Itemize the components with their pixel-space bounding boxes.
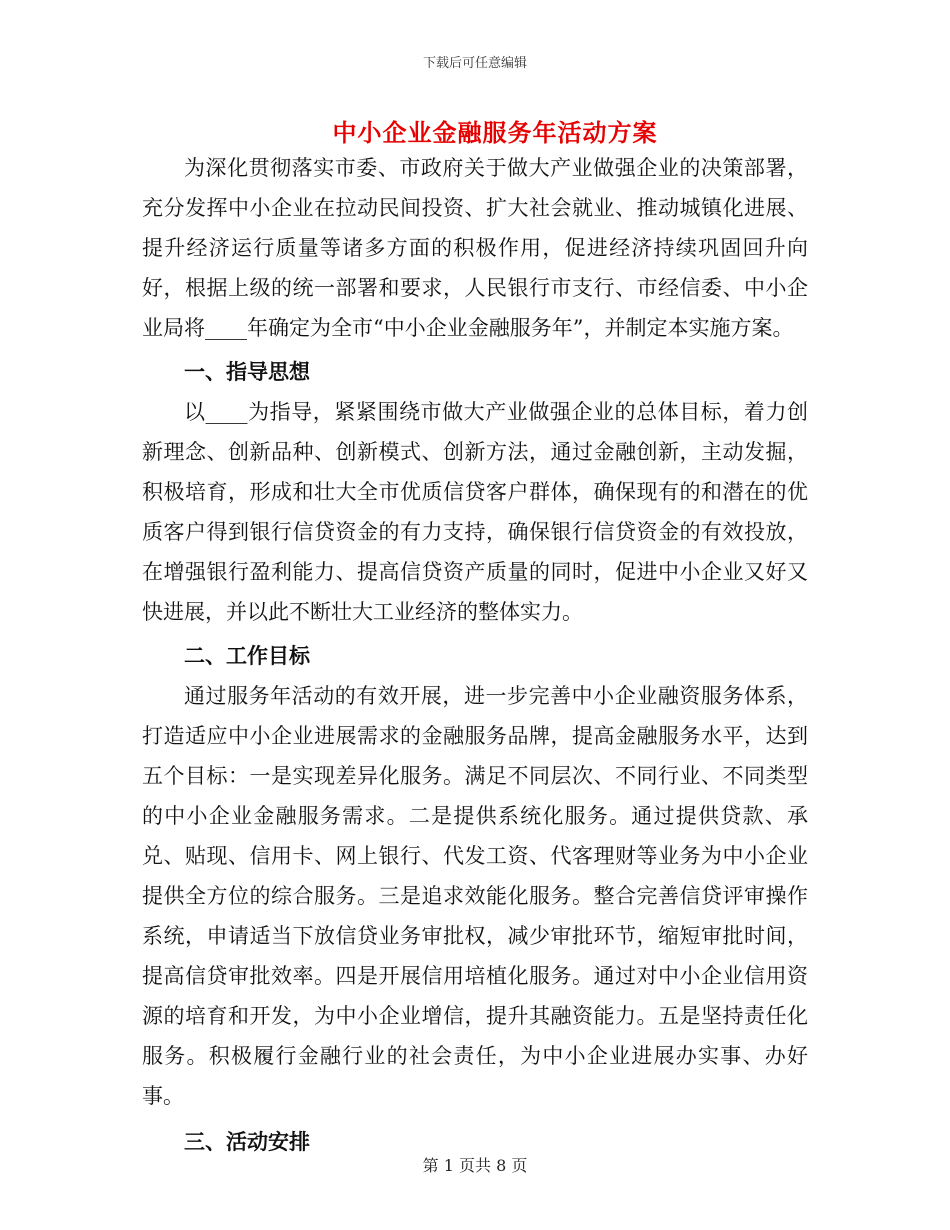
section-heading-work-goals: 二、工作目标 <box>184 643 310 668</box>
intro-paragraph: 为深化贯彻落实市委、市政府关于做大产业做强企业的决策部署，充分发挥中小企业在拉动民间投资、扩大社会就业、推动城镇化进展、提升经济运行质量等诸多方面的积极作用，促进经济持续巩固回升向好，根据上级的统一部署和要求，人民银行市支行、市经信委、中小企业局将____年确定为全市“中小企业金融服务年”，并制定本实施方案。 <box>142 156 808 340</box>
section-heading-activity-arrangement: 三、活动安排 <box>184 1129 310 1154</box>
header-note: 下载后可任意编辑 <box>422 56 527 71</box>
section-heading-guiding-ideology: 一、指导思想 <box>184 359 310 384</box>
document-body <box>142 148 808 1162</box>
section-body-work-goals: 通过服务年活动的有效开展，进一步完善中小企业融资服务体系，打造适应中小企业进展需求的金融服务品牌，提高金融服务水平，达到五个目标：一是实现差异化服务。满足不同层次、不同行业、不同类型的中小企业金融服务需求。二是提供系统化服务。通过提供贷款、承兑、贴现、信用卡、网上银行、代发工资、代客理财等业务为中小企业提供全方位的综合服务。三是追求效能化服务。整合完善信贷评审操作系统，申请适当下放信贷业务审批权，减少审批环节，缩短审批时间，提高信贷审批效率。四是开展信用培植化服务。通过对中小企业信用资源的培育和开发，为中小企业增信，提升其融资能力。五是坚持责任化服务。积极履行金融行业的社会责任，为中小企业进展办实事、办好事。 <box>142 684 808 1108</box>
document-title: 中小企业金融服务年活动方案 <box>332 118 658 147</box>
section-body-guiding-ideology: 以____为指导，紧紧围绕市做大产业做强企业的总体目标，着力创新理念、创新品种、创新模式、创新方法，通过金融创新，主动发掘，积极培育，形成和壮大全市优质信贷客户群体，确保现有的和潜在的优质客户得到银行信贷资金的有力支持，确保银行信贷资金的有效投放，在增强银行盈利能力、提高信贷资产质量的同时，促进中小企业又好又快进展，并以此不断壮大工业经济的整体实力。 <box>142 400 808 624</box>
page-footer: 第 1 页共 8 页 <box>422 1156 528 1175</box>
